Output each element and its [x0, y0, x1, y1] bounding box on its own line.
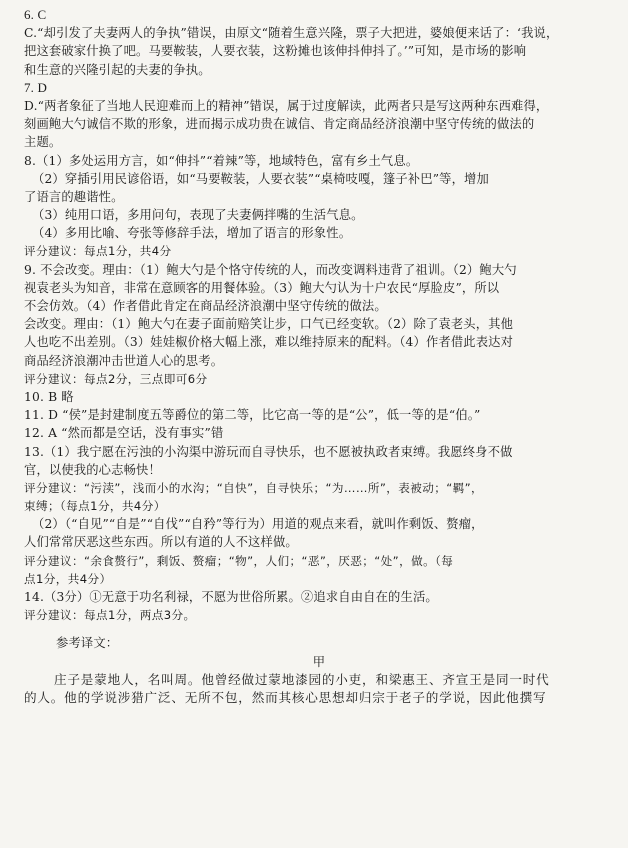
answer-13-2-scoring-1: 评分建议：“余食赘行”，剩饭、赘瘤；“物”，人们；“恶”，厌恶；“处”，做。（每: [24, 553, 454, 568]
answer-14-scoring: 评分建议：每点1分，两点3分。: [24, 608, 196, 623]
answer-8-point-3: （3）纯用口语，多用问句，表现了夫妻俩拌嘴的生活气息。: [32, 208, 364, 223]
answer-8-point-2-cont: 了语言的趣谐性。: [24, 189, 124, 204]
answer-6-line-2: 把这套破家什换了吧。马要鞍装，人要衣装，这粉摊也该伸抖伸抖了。’”可知，是市场的影响: [24, 44, 527, 59]
translation-section-jia: 甲: [312, 654, 326, 669]
section-gap: [24, 624, 614, 634]
answer-13-2-line-1: （2）（“自见”“自是”“自伐”“自矜”等行为）用道的观点来看，就叫作剩饭、赘瘤，: [32, 517, 484, 532]
answer-9-line-6: 商品经济浪潮冲击世道人心的思考。: [24, 353, 224, 368]
answer-7-heading: 7. D: [24, 79, 47, 95]
translation-line-1: 庄子是蒙地人，名叫周。他曾经做过蒙地漆园的小吏，和梁惠王、齐宣王是同一时代: [54, 671, 550, 687]
answer-8-scoring: 评分建议：每点1分，共4分: [24, 244, 172, 259]
answer-9-line-5: 人也吃不出差别。（3）娃娃椒价格大幅上涨，难以维持原来的配料。（4）作者借此表达对: [24, 335, 514, 350]
answer-6-line-1: C.“却引发了夫妻两人的争执”错误，由原文“随着生意兴隆，票子大把进，婆娘便来话了：‘我说，: [24, 26, 559, 41]
answer-13-1-line-1: 13.（1）我宁愿在污浊的小沟渠中游玩而自寻快乐，也不愿被执政者束缚。我愿终身不做: [24, 444, 513, 459]
answer-14: 14.（3分）①无意于功名利禄，不愿为世俗所累。②追求自由自在的生活。: [24, 590, 438, 604]
answer-13-1-scoring-2: 束缚；（每点1分，共4分）: [24, 499, 166, 514]
answer-8-point-2: （2）穿插引用民谚俗语，如“马要鞍装，人要衣装”“桌椅吱嘎，篷子补巴”等，增加: [32, 171, 489, 186]
answer-9-line-4: 会改变。理由：（1）鲍大勺在妻子面前赔笑让步，口气已经变软。（2）除了袁老头，其他: [24, 317, 514, 332]
answer-11: 11. D “侯”是封建制度五等爵位的第二等，比它高一等的是“公”，低一等的是“伯。”: [24, 408, 481, 423]
answer-7-line-1: D.“两者象征了当地人民迎难而上的精神”错误，属于过度解读，此两者只是写这两种东西难得，: [24, 98, 549, 113]
answer-12: 12. A “然而都是空话，没有事实”错: [24, 426, 224, 441]
answer-9-line-2: 视袁老头为知音，非常在意顾客的用餐体验。（3）鲍大勺认为十户农民“厚脸皮”，所以: [24, 280, 500, 295]
answer-13-2-scoring-2: 点1分，共4分）: [24, 571, 112, 586]
answer-9-line-1: 9. 不会改变。理由：（1）鲍大勺是个恪守传统的人，而改变调料违背了祖训。（2）鲍大勺: [24, 262, 517, 277]
answer-8-point-1: 8.（1）多处运用方言，如“伸抖”“着辣”等，地域特色，富有乡土气息。: [24, 153, 419, 168]
answer-6-heading: 6. C: [24, 7, 47, 22]
answer-9-line-3: 不会仿效。（4）作者借此肯定在商品经济浪潮中坚守传统的做法。: [24, 299, 387, 313]
translation-heading: 参考译文：: [56, 636, 119, 651]
answer-13-2-line-2: 人们常常厌恶这些东西。所以有道的人不这样做。: [24, 535, 298, 550]
answer-7-line-2: 刻画鲍大勺诚信不欺的形象，进而揭示成功贵在诚信、肯定商品经济浪潮中坚守传统的做法的: [24, 117, 535, 132]
answer-10: 10. B 略: [24, 389, 74, 404]
answer-6-line-3: 和生意的兴隆引起的夫妻的争执。: [24, 62, 211, 77]
answer-13-1-scoring-1: 评分建议：“污渎”，浅而小的水沟；“自快”，自寻快乐；“为……所”，表被动；“羁”，: [24, 480, 484, 495]
answer-8-point-4: （4）多用比喻、夸张等修辞手法，增加了语言的形象性。: [32, 226, 352, 241]
translation-line-2: 的人。他的学说涉猎广泛、无所不包，然而其核心思想却归宗于老子的学说，因此他撰写: [24, 689, 547, 705]
answer-7-line-3: 主题。: [24, 135, 62, 150]
answer-13-1-line-2: 官，以使我的心志畅快！: [24, 462, 161, 477]
answer-9-scoring: 评分建议：每点2分，三点即可6分: [24, 371, 208, 386]
